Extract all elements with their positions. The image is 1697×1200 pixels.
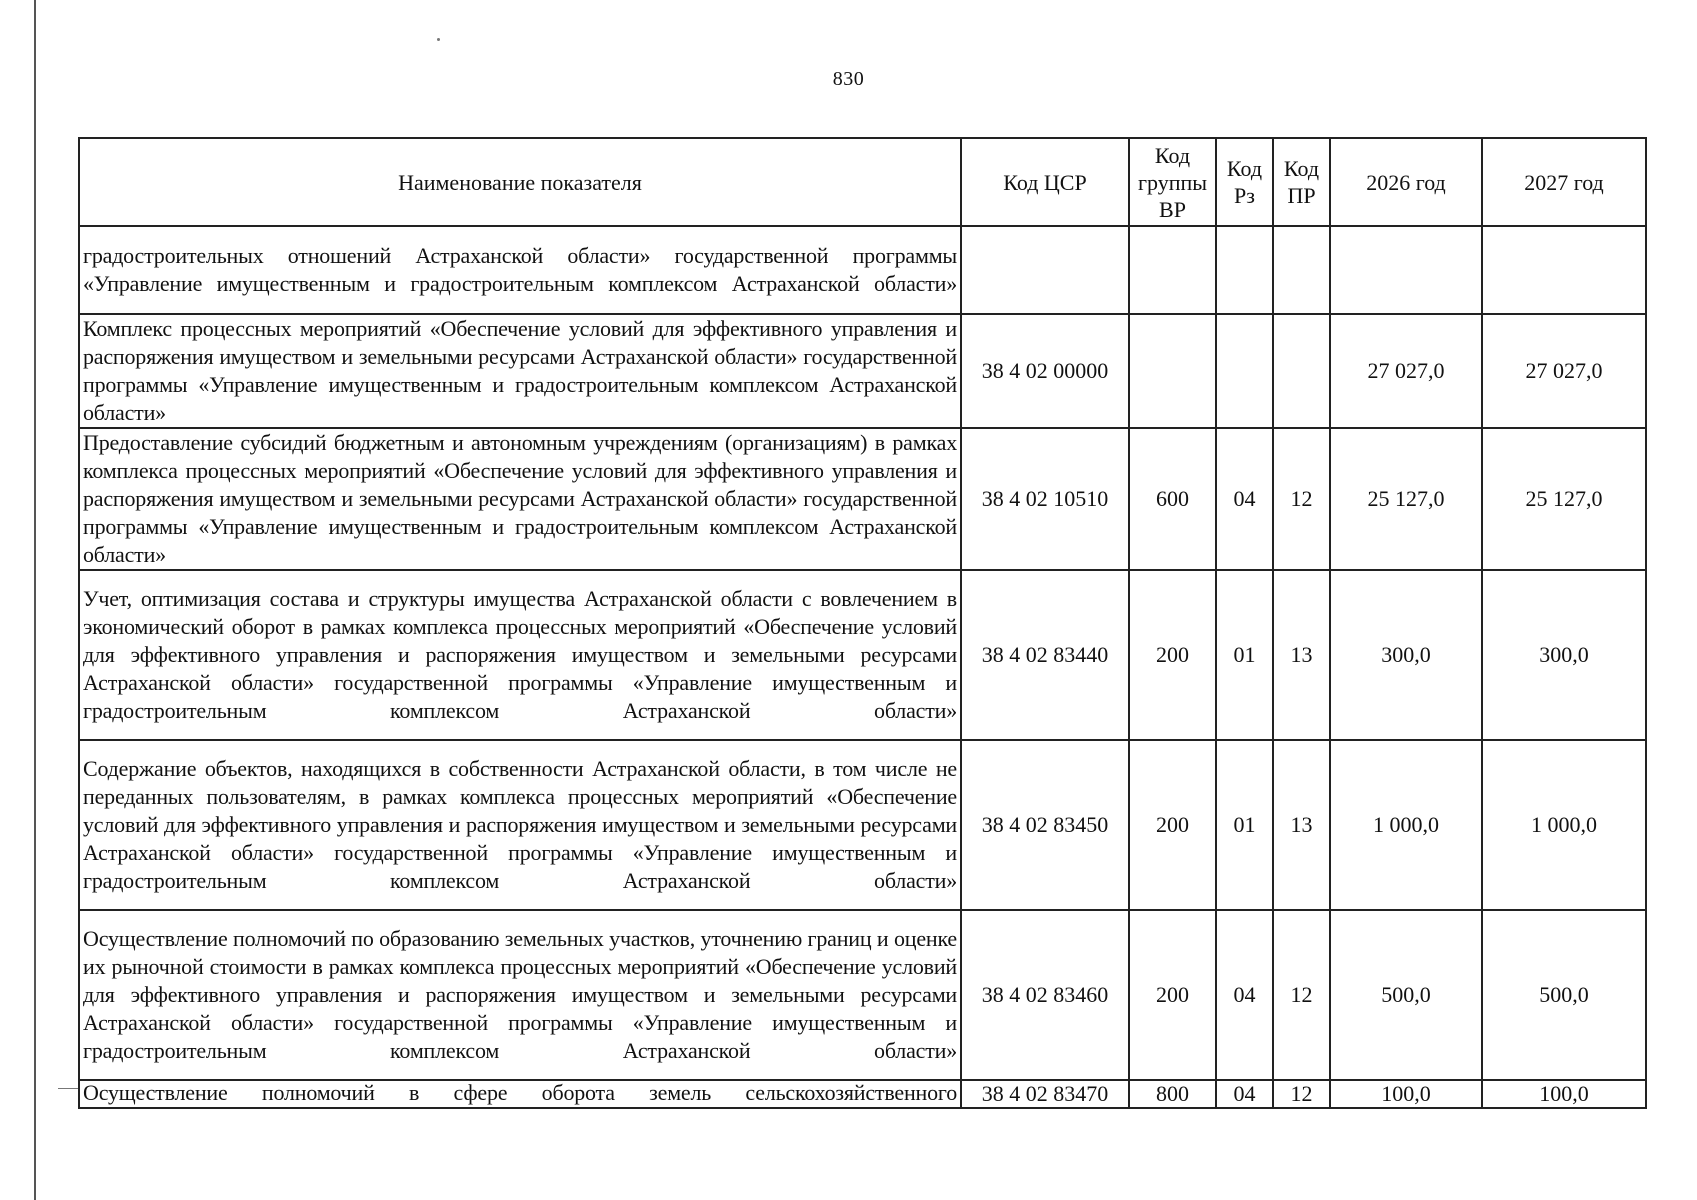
header-year-2027: 2027 год — [1482, 138, 1646, 226]
row-vr-code — [1129, 314, 1216, 428]
row-pr-code: 12 — [1273, 428, 1330, 570]
row-name: градостроительных отношений Астраханской области» государственной программы «Управление имущественным и градостроительным комплексом Астраханской области» — [79, 226, 961, 314]
header-pr-code: Код ПР — [1273, 138, 1330, 226]
table-row — [79, 226, 1646, 314]
table-row — [79, 570, 1646, 740]
row-amount-2027: 25 127,0 — [1482, 428, 1646, 570]
row-name: Осуществление полномочий в сфере оборота земель сельскохозяйственного — [79, 1080, 961, 1108]
row-rz-code: 04 — [1216, 1080, 1273, 1108]
row-rz-code: 04 — [1216, 428, 1273, 570]
row-vr-code — [1129, 226, 1216, 314]
row-csr-code: 38 4 02 10510 — [961, 428, 1129, 570]
row-pr-code: 12 — [1273, 1080, 1330, 1108]
table-row — [79, 314, 1646, 428]
row-name: Содержание объектов, находящихся в собственности Астраханской области, в том числе не переданных пользователям, в рамках комплекса процессных мероприятий «Обеспечение условий для эффективного управления и распоряжения имуществом и земельными ресурсами Астраханской области» государственной программы «Управление имущественным и градостроительным комплексом Астраханской области» — [79, 740, 961, 910]
row-csr-code: 38 4 02 83440 — [961, 570, 1129, 740]
row-amount-2027: 100,0 — [1482, 1080, 1646, 1108]
row-name: Предоставление субсидий бюджетным и автономным учреждениям (организациям) в рамках комплекса процессных мероприятий «Обеспечение условий для эффективного управления и распоряжения имуществом и земельными ресурсами Астраханской области» государственной программы «Управление имущественным и градостроительным комплексом Астраханской области» — [79, 428, 961, 570]
scan-margin-mark — [58, 1088, 78, 1089]
row-amount-2027: 500,0 — [1482, 910, 1646, 1080]
row-vr-code: 600 — [1129, 428, 1216, 570]
row-pr-code — [1273, 314, 1330, 428]
row-pr-code: 13 — [1273, 740, 1330, 910]
row-amount-2026: 27 027,0 — [1330, 314, 1482, 428]
table-header-row — [79, 138, 1646, 226]
row-pr-code: 12 — [1273, 910, 1330, 1080]
row-pr-code — [1273, 226, 1330, 314]
page-number: 830 — [832, 68, 865, 90]
row-amount-2026: 500,0 — [1330, 910, 1482, 1080]
table-row — [79, 1080, 1646, 1108]
row-amount-2026: 1 000,0 — [1330, 740, 1482, 910]
row-name: Учет, оптимизация состава и структуры имущества Астраханской области с вовлечением в экономический оборот в рамках комплекса процессных мероприятий «Обеспечение условий для эффективного управления и распоряжения имуществом и земельными ресурсами Астраханской области» государственной программы «Управление имущественным и градостроительным комплексом Астраханской области» — [79, 570, 961, 740]
row-amount-2027: 1 000,0 — [1482, 740, 1646, 910]
row-amount-2026: 300,0 — [1330, 570, 1482, 740]
header-csr-code: Код ЦСР — [961, 138, 1129, 226]
scan-speck — [437, 38, 440, 41]
row-pr-code: 13 — [1273, 570, 1330, 740]
row-name: Осуществление полномочий по образованию земельных участков, уточнению границ и оценке их рыночной стоимости в рамках комплекса процессных мероприятий «Обеспечение условий для эффективного управления и распоряжения имуществом и земельными ресурсами Астраханской области» государственной программы «Управление имущественным и градостроительным комплексом Астраханской области» — [79, 910, 961, 1080]
row-csr-code: 38 4 02 83470 — [961, 1080, 1129, 1108]
header-rz-code: Код Рз — [1216, 138, 1273, 226]
row-name: Комплекс процессных мероприятий «Обеспечение условий для эффективного управления и распоряжения имуществом и земельными ресурсами Астраханской области» государственной программы «Управление имущественным и градостроительным комплексом Астраханской области» — [79, 314, 961, 428]
table-row — [79, 740, 1646, 910]
row-amount-2027 — [1482, 226, 1646, 314]
row-amount-2026: 25 127,0 — [1330, 428, 1482, 570]
row-csr-code: 38 4 02 83450 — [961, 740, 1129, 910]
header-vr-code: Код группы ВР — [1129, 138, 1216, 226]
row-vr-code: 200 — [1129, 570, 1216, 740]
row-vr-code: 200 — [1129, 740, 1216, 910]
row-vr-code: 800 — [1129, 1080, 1216, 1108]
budget-table — [78, 137, 1647, 1109]
table-row — [79, 910, 1646, 1080]
row-rz-code: 01 — [1216, 740, 1273, 910]
row-csr-code: 38 4 02 00000 — [961, 314, 1129, 428]
row-rz-code — [1216, 314, 1273, 428]
row-vr-code: 200 — [1129, 910, 1216, 1080]
scan-left-edge-line — [34, 0, 36, 1200]
row-amount-2027: 27 027,0 — [1482, 314, 1646, 428]
row-rz-code: 01 — [1216, 570, 1273, 740]
header-year-2026: 2026 год — [1330, 138, 1482, 226]
row-rz-code: 04 — [1216, 910, 1273, 1080]
row-csr-code: 38 4 02 83460 — [961, 910, 1129, 1080]
table-row — [79, 428, 1646, 570]
row-amount-2026 — [1330, 226, 1482, 314]
row-amount-2026: 100,0 — [1330, 1080, 1482, 1108]
row-csr-code — [961, 226, 1129, 314]
row-rz-code — [1216, 226, 1273, 314]
row-amount-2027: 300,0 — [1482, 570, 1646, 740]
header-name: Наименование показателя — [79, 138, 961, 226]
